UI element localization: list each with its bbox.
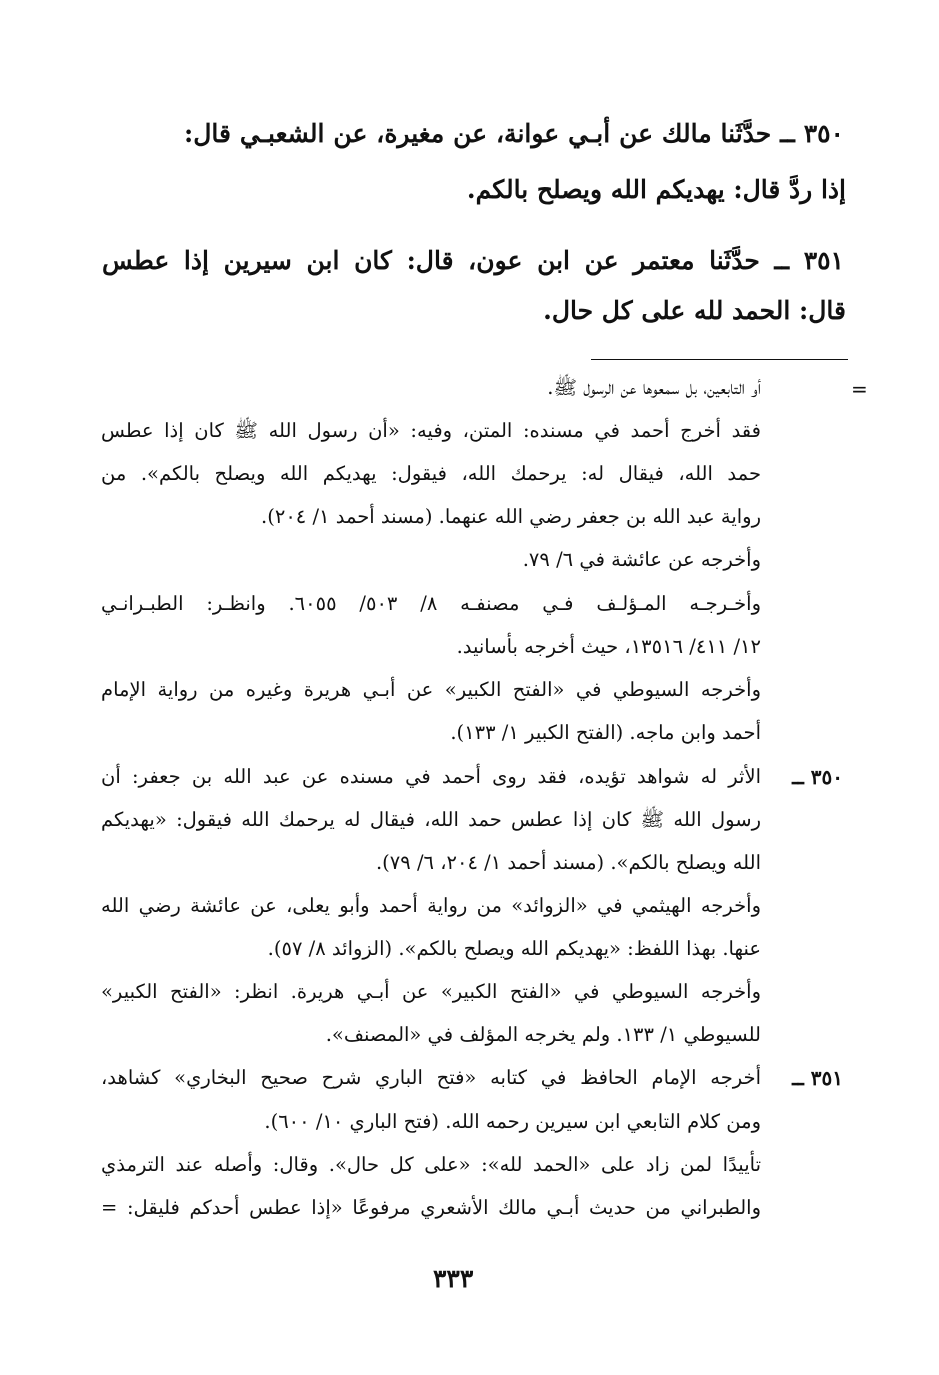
footnote-line: ١٢/ ٤١١/ ١٣٥١٦، حيث أخرجه بأسانيد.: [456, 635, 761, 658]
footnote-line: ومن كلام التابعي ابن سيرين رحمه الله. (فتح الباري ١٠/ ٦٠٠).: [264, 1110, 761, 1133]
footnote-line: أحمد وابن ماجه. (الفتح الكبير ١/ ١٣٣).: [450, 721, 761, 744]
footnote-line: أخرجه الإمام الحافظ في كتابه «فتح الباري شرح صحيح البخاري» كشاهد،: [101, 1066, 761, 1089]
footnote-separator: [591, 359, 848, 360]
footnote-line: رسول الله ﷺ كان إذا عطس حمد الله، فيقال له يرحمك الله فيقول: «يهديكم: [101, 808, 761, 831]
footnote-line: رواية عبد الله بن جعفر رضي الله عنهما. (مسند أحمد ١/ ٢٠٤).: [261, 505, 761, 528]
footnote-line: وأخرجه السيوطي في «الفتح الكبير» عن أبـي هريرة. انظر: «الفتح الكبير»: [101, 980, 761, 1003]
page-number: ٣٣٣: [433, 1264, 474, 1293]
footnote-number-351: ٣٥١ ــ: [792, 1066, 843, 1090]
footnote-line: وأخرجه عن عائشة في ٦/ ٧٩.: [522, 548, 761, 571]
footnote-line: الأثر له شواهد تؤيده، فقد روى أحمد في مسنده عن عبد الله بن جعفر: أن: [101, 765, 761, 788]
footnote-line: حمد الله، فيقال له: يرحمك الله، فيقول: يهديكم الله ويصلح بالكم». من: [101, 462, 761, 485]
main-line-1: ٣٥٠ ــ حدَّثَنا مالك عن أبـي عوانة، عن مغيرة، عن الشعبـي قال:: [184, 119, 844, 148]
footnote-line: الله ويصلح بالكم». (مسند أحمد ١/ ٢٠٤، ٦/ ٧٩).: [375, 851, 761, 874]
footnote-line: عنها. بهذا اللفظ: «يهديكم الله ويصلح بالكم». (الزوائد ٨/ ٥٧).: [267, 937, 761, 960]
footnote-line: وأخرجه الهيثمي في «الزوائد» من رواية أحمد وأبو يعلى، عن عائشة رضي الله: [101, 894, 761, 917]
main-line-4: قال: الحمد لله على كل حال.: [543, 296, 846, 325]
footnote-number-350: ٣٥٠ ــ: [792, 765, 843, 789]
footnote-line: وأخرجه السيوطي في «الفتح الكبير» عن أبـي هريرة وغيره من رواية الإمام: [101, 678, 761, 701]
footnote-line: للسيوطي ١/ ١٣٣. ولم يخرجه المؤلف في «المصنف».: [325, 1023, 761, 1046]
continuation-mark: =: [851, 377, 868, 401]
main-line-3: ٣٥١ ــ حدَّثَنا معتمر عن ابن عون، قال: كان ابن سيرين إذا عطس: [102, 246, 844, 275]
main-line-2: إذا ردَّ قال: يهديكم الله ويصلح بالكم.: [466, 175, 846, 204]
footnote-line: تأييدًا لمن زاد على «الحمد لله»: «على كل حال». وقال: وأصله عند الترمذي: [101, 1153, 761, 1176]
footnote-line: والطبراني من حديث أبـي مالك الأشعري مرفوعًا «إذا عطس أحدكم فليقل: =: [101, 1196, 761, 1219]
footnote-line: أو التابعين، بل سمعوها عن الرسول ﷺ.: [547, 376, 761, 399]
footnote-line: وأخـرجـه المـؤلـف فـي مصنفـه ٨/ ٥٠٣/ ٦٠٥٥. وانظـر: الطبـرانـي: [101, 592, 761, 615]
footnote-line: فقد أخرج أحمد في مسنده: المتن، وفيه: «أن رسول الله ﷺ كان إذا عطس: [101, 419, 761, 442]
